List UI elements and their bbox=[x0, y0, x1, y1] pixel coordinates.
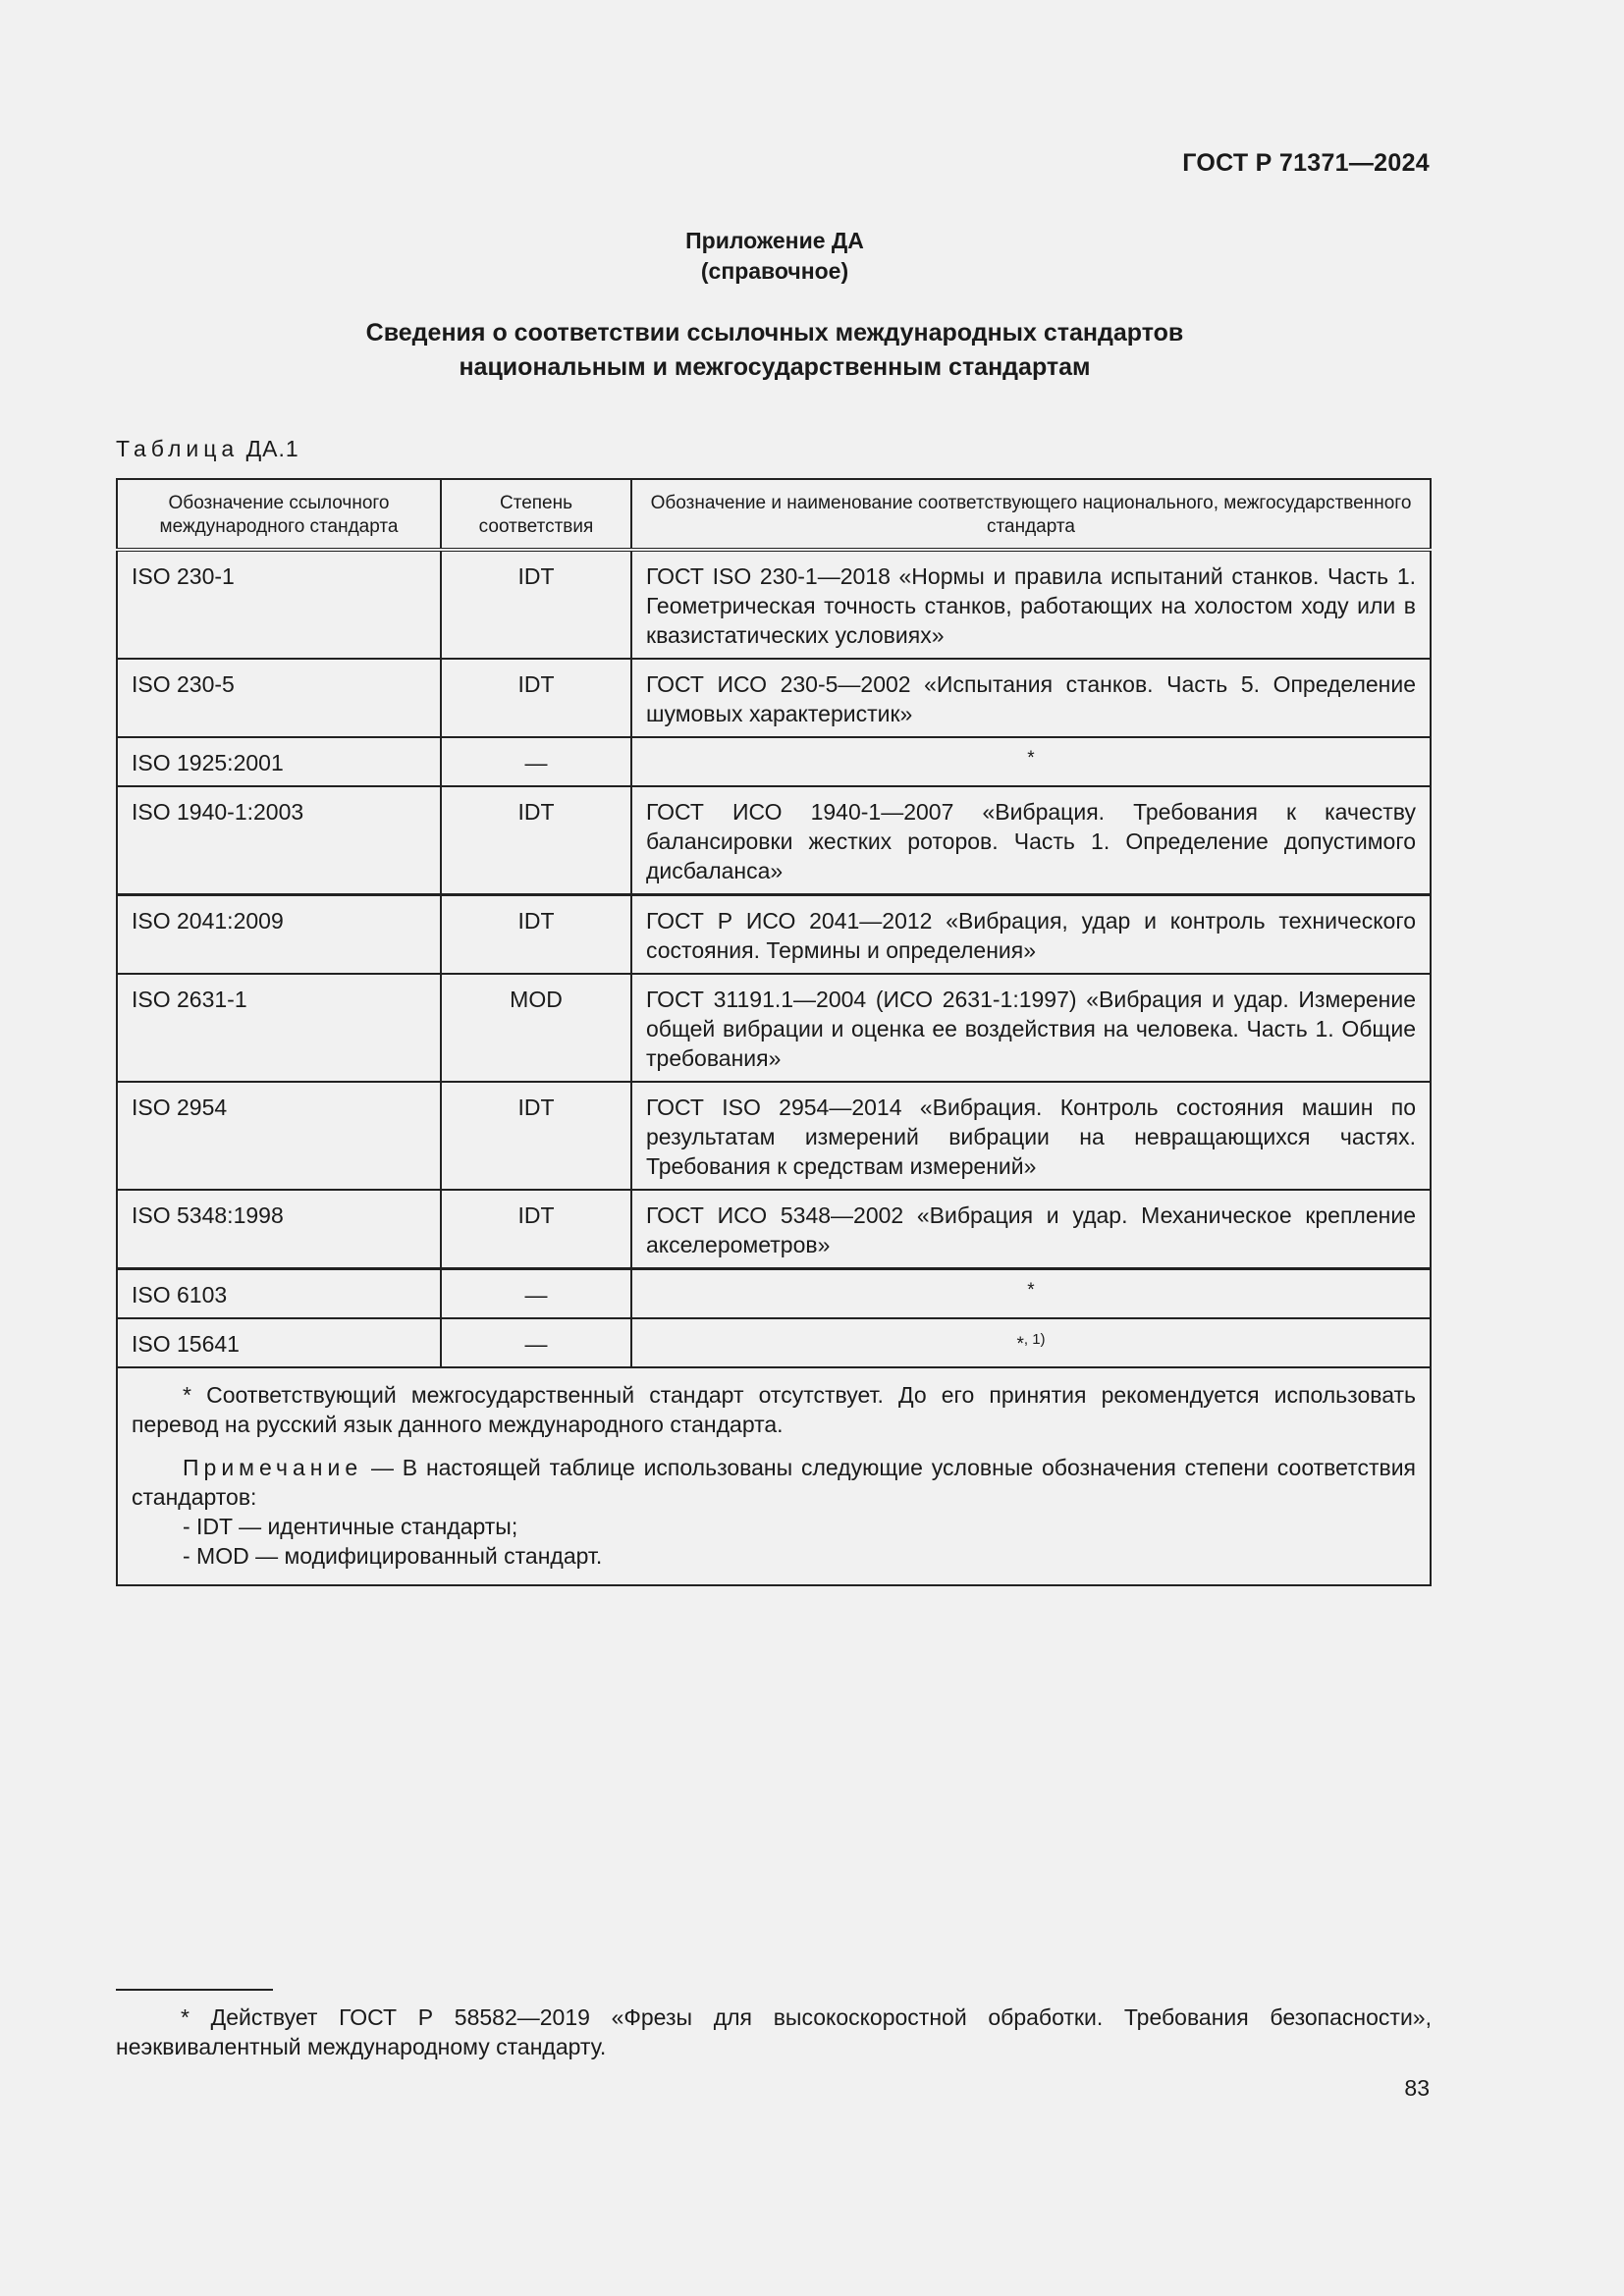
header-degree: Степень соответствия bbox=[441, 479, 631, 550]
footnote-rule bbox=[116, 1989, 273, 1991]
note-text: — В настоящей таблице использованы следующие условные обозначения степени соответствия стандартов: bbox=[132, 1455, 1416, 1510]
cell-degree: — bbox=[441, 1318, 631, 1367]
appendix-heading bbox=[0, 226, 1549, 287]
header-reference: Обозначение ссылочного международного стандарта bbox=[117, 479, 441, 550]
footnote-text: * Действует ГОСТ Р 58582—2019 «Фрезы для высокоскоростной обработки. Требования безопасности», неэквивалентный международному стандарту. bbox=[116, 2004, 1432, 2059]
cell-national: ГОСТ Р ИСО 2041—2012 «Вибрация, удар и контроль технического состояния. Термины и определения» bbox=[631, 895, 1431, 975]
cell-reference: ISO 1940-1:2003 bbox=[117, 786, 441, 895]
table-row bbox=[117, 1318, 1431, 1367]
table-header-row bbox=[117, 479, 1431, 550]
table-caption-number: ДА.1 bbox=[245, 436, 299, 461]
note-item: - IDT — идентичные стандарты; bbox=[183, 1514, 518, 1539]
table-notes bbox=[117, 1367, 1431, 1585]
table-row bbox=[117, 550, 1431, 659]
section-title bbox=[0, 316, 1549, 385]
cell-reference: ISO 2631-1 bbox=[117, 974, 441, 1082]
page-number: 83 bbox=[1404, 2075, 1430, 2101]
cell-reference: ISO 2041:2009 bbox=[117, 895, 441, 975]
cell-degree: IDT bbox=[441, 786, 631, 895]
cell-degree: IDT bbox=[441, 1190, 631, 1269]
cell-national: * bbox=[631, 737, 1431, 786]
table-row bbox=[117, 974, 1431, 1082]
page-footnote bbox=[116, 2002, 1432, 2061]
table-caption-word: Таблица bbox=[116, 436, 240, 461]
cell-reference: ISO 230-1 bbox=[117, 550, 441, 659]
table-notes-row bbox=[117, 1367, 1431, 1585]
cell-national: ГОСТ 31191.1—2004 (ИСО 2631-1:1997) «Вибрация и удар. Измерение общей вибрации и оценка ее воздействия на человека. Часть 1. Общие требования» bbox=[631, 974, 1431, 1082]
table-row bbox=[117, 895, 1431, 975]
cell-degree: — bbox=[441, 1269, 631, 1319]
table-row bbox=[117, 1190, 1431, 1269]
cell-degree: MOD bbox=[441, 974, 631, 1082]
cell-reference: ISO 2954 bbox=[117, 1082, 441, 1190]
cell-degree: IDT bbox=[441, 550, 631, 659]
cell-degree: — bbox=[441, 737, 631, 786]
section-title-line-1: Сведения о соответствии ссылочных международных стандартов bbox=[365, 319, 1184, 347]
table-row bbox=[117, 737, 1431, 786]
note-label: Примечание bbox=[183, 1455, 363, 1480]
cell-national: ГОСТ ИСО 5348—2002 «Вибрация и удар. Механическое крепление акселерометров» bbox=[631, 1190, 1431, 1269]
section-title-line-2: национальным и межгосударственным стандартам bbox=[459, 353, 1091, 381]
table-row bbox=[117, 659, 1431, 737]
footnote-ref: , 1) bbox=[1023, 1331, 1046, 1348]
table-row bbox=[117, 1269, 1431, 1319]
cell-national: ГОСТ ИСО 1940-1—2007 «Вибрация. Требования к качеству балансировки жестких роторов. Часть 1. Определение допустимого дисбаланса» bbox=[631, 786, 1431, 895]
standards-table bbox=[116, 478, 1432, 1586]
cell-national: ГОСТ ISO 230-1—2018 «Нормы и правила испытаний станков. Часть 1. Геометрическая точность станков, работающих на холостом ходу или в квазистатических условиях» bbox=[631, 550, 1431, 659]
table-caption bbox=[116, 436, 299, 462]
cell-reference: ISO 6103 bbox=[117, 1269, 441, 1319]
cell-reference: ISO 15641 bbox=[117, 1318, 441, 1367]
table-row bbox=[117, 1082, 1431, 1190]
cell-national: * bbox=[631, 1269, 1431, 1319]
cell-reference: ISO 5348:1998 bbox=[117, 1190, 441, 1269]
cell-national: ГОСТ ISO 2954—2014 «Вибрация. Контроль состояния машин по результатам измерений вибрации на невращающихся частях. Требования к средствам измерений» bbox=[631, 1082, 1431, 1190]
cell-reference: ISO 1925:2001 bbox=[117, 737, 441, 786]
cell-national bbox=[631, 1318, 1431, 1367]
note-paragraph bbox=[132, 1453, 1416, 1512]
table-row bbox=[117, 786, 1431, 895]
document-code: ГОСТ Р 71371—2024 bbox=[1182, 149, 1430, 177]
cell-reference: ISO 230-5 bbox=[117, 659, 441, 737]
cell-degree: IDT bbox=[441, 895, 631, 975]
star-note: * Соответствующий межгосударственный стандарт отсутствует. До его принятия рекомендуется использовать перевод на русский язык данного международного стандарта. bbox=[132, 1382, 1416, 1437]
cell-degree: IDT bbox=[441, 659, 631, 737]
footnote-star: * bbox=[1016, 1334, 1024, 1355]
cell-degree: IDT bbox=[441, 1082, 631, 1190]
note-item: - MOD — модифицированный стандарт. bbox=[183, 1543, 603, 1569]
appendix-title: Приложение ДА bbox=[685, 228, 864, 253]
cell-national: ГОСТ ИСО 230-5—2002 «Испытания станков. Часть 5. Определение шумовых характеристик» bbox=[631, 659, 1431, 737]
header-national: Обозначение и наименование соответствующего национального, межгосударственного стандарта bbox=[631, 479, 1431, 550]
appendix-subtitle: (справочное) bbox=[700, 258, 849, 284]
